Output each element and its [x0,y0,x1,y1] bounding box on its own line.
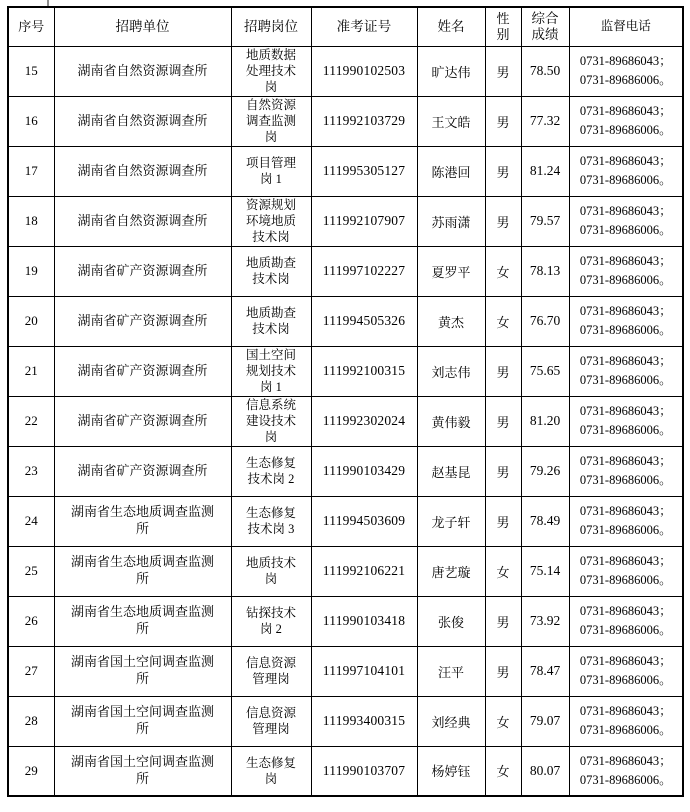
cell-score: 78.47 [521,646,569,696]
post-text: 地质技术岗 [245,555,296,586]
table-row [8,546,683,596]
cell-post [231,296,311,346]
cell-phone [569,346,683,396]
cell-post [231,396,311,446]
phone-line: 0731-89686006。 [579,573,672,587]
table-row [8,396,683,446]
cell-name: 唐艺璇 [417,546,485,596]
cell-score: 79.57 [521,196,569,246]
cell-unit [54,496,231,546]
header-no-text: 序号 [18,18,45,34]
cell-phone [569,596,683,646]
cell-no: 26 [8,596,54,646]
phone-line: 0731-89686006。 [579,123,672,137]
cell-unit [54,146,231,196]
cell-name: 汪平 [417,646,485,696]
cell-phone [569,646,683,696]
post-text: 生态修复技术岗 3 [245,505,296,536]
cell-score: 79.07 [521,696,569,746]
cell-name: 杨婷钰 [417,746,485,796]
cell-ticket: 111990103418 [311,596,417,646]
post-text: 国土空间规划技术岗 1 [245,347,296,395]
cell-unit [54,96,231,146]
cell-unit [54,746,231,796]
cell-score: 78.50 [521,46,569,96]
cell-no: 29 [8,746,54,796]
phone-line: 0731-89686043； [579,354,672,369]
header-no [8,7,54,46]
post-text: 信息系统建设技术岗 [245,397,296,445]
cell-name: 刘志伟 [417,346,485,396]
cell-score: 75.14 [521,546,569,596]
cell-gender: 男 [485,96,521,146]
cell-gender: 女 [485,546,521,596]
phone-line: 0731-89686006。 [579,523,672,537]
cell-no: 17 [8,146,54,196]
cell-ticket: 111990103429 [311,446,417,496]
cell-name: 黄伟毅 [417,396,485,446]
phone-line: 0731-89686043； [579,254,672,269]
cell-phone [569,696,683,746]
phone-line: 0731-89686006。 [579,723,672,737]
unit-text: 湖南省自然资源调查所 [77,62,208,78]
table-row [8,746,683,796]
phone-line: 0731-89686006。 [579,473,672,487]
header-phone [569,7,683,46]
cell-unit [54,246,231,296]
cell-ticket: 111995305127 [311,146,417,196]
cell-no: 20 [8,296,54,346]
table-row [8,196,683,246]
header-unit [54,7,231,46]
cell-name: 夏罗平 [417,246,485,296]
table-row [8,596,683,646]
phone-line: 0731-89686043； [579,604,672,619]
unit-text: 湖南省矿产资源调查所 [77,462,208,478]
cell-ticket: 111997102227 [311,246,417,296]
cell-no: 25 [8,546,54,596]
cell-unit [54,446,231,496]
post-text: 地质勘查技术岗 [245,305,296,336]
cell-ticket: 111992106221 [311,546,417,596]
cell-ticket: 111997104101 [311,646,417,696]
post-text: 生态修复技术岗 2 [245,455,296,486]
cell-gender: 男 [485,396,521,446]
cell-gender: 男 [485,146,521,196]
post-text: 钻探技术岗 2 [245,605,296,636]
phone-line: 0731-89686043； [579,204,672,219]
cell-post [231,696,311,746]
header-ticket [311,7,417,46]
cell-unit [54,396,231,446]
cell-no: 23 [8,446,54,496]
cell-post [231,446,311,496]
unit-text: 湖南省矿产资源调查所 [77,412,208,428]
cell-phone [569,146,683,196]
cell-name: 赵基昆 [417,446,485,496]
cell-gender: 女 [485,296,521,346]
cell-no: 24 [8,496,54,546]
cell-score: 80.07 [521,746,569,796]
header-gender-text: 别 [496,26,510,42]
cell-phone [569,296,683,346]
cell-score: 77.32 [521,96,569,146]
unit-text: 湖南省矿产资源调查所 [77,262,208,278]
cell-gender: 男 [485,496,521,546]
post-text: 生态修复岗 [245,755,296,786]
cell-post [231,596,311,646]
cell-ticket: 111994503609 [311,496,417,546]
phone-line: 0731-89686006。 [579,373,672,387]
cell-no: 28 [8,696,54,746]
cell-name: 张俊 [417,596,485,646]
cell-unit [54,346,231,396]
cell-name: 苏雨潇 [417,196,485,246]
cell-post [231,96,311,146]
cell-ticket: 111994505326 [311,296,417,346]
table-row [8,446,683,496]
unit-text: 湖南省矿产资源调查所 [77,312,208,328]
phone-line: 0731-89686043； [579,454,672,469]
cell-gender: 男 [485,196,521,246]
cell-phone [569,496,683,546]
cell-phone [569,746,683,796]
header-ticket-text: 准考证号 [336,18,392,34]
cell-unit [54,46,231,96]
header-row [8,7,683,46]
cell-gender: 男 [485,446,521,496]
phone-line: 0731-89686006。 [579,173,672,187]
header-gender-text: 性 [496,11,510,27]
unit-text: 湖南省生态地质调查监测所 [70,554,214,586]
cell-gender: 男 [485,596,521,646]
cell-score: 81.24 [521,146,569,196]
cell-post [231,346,311,396]
table-row [8,496,683,546]
unit-text: 湖南省矿产资源调查所 [77,362,208,378]
unit-text: 湖南省国土空间调查监测所 [70,704,214,736]
header-name [417,7,485,46]
cell-no: 27 [8,646,54,696]
cell-post [231,546,311,596]
cell-gender: 女 [485,696,521,746]
cell-unit [54,646,231,696]
cell-unit [54,546,231,596]
phone-line: 0731-89686043； [579,654,672,669]
cell-no: 15 [8,46,54,96]
post-text: 项目管理岗 1 [245,155,296,186]
unit-text: 湖南省生态地质调查监测所 [70,504,214,536]
cell-ticket: 111992100315 [311,346,417,396]
cell-ticket: 111992302024 [311,396,417,446]
unit-text: 湖南省国土空间调查监测所 [70,654,214,686]
post-text: 自然资源调查监测岗 [245,97,296,145]
cell-no: 18 [8,196,54,246]
cell-gender: 女 [485,746,521,796]
table-row [8,346,683,396]
phone-line: 0731-89686043； [579,104,672,119]
header-score-text: 综合 [531,10,559,26]
header-phone-text: 监督电话 [600,19,651,34]
cell-name: 龙子轩 [417,496,485,546]
cell-score: 76.70 [521,296,569,346]
cell-post [231,746,311,796]
cell-unit [54,196,231,246]
cell-unit [54,696,231,746]
cell-phone [569,396,683,446]
cell-no: 16 [8,96,54,146]
phone-line: 0731-89686006。 [579,223,672,237]
phone-line: 0731-89686006。 [579,323,672,337]
phone-line: 0731-89686006。 [579,673,672,687]
phone-line: 0731-89686006。 [579,772,672,787]
post-text: 地质勘查技术岗 [245,255,296,286]
phone-line: 0731-89686043； [579,754,672,768]
cell-post [231,196,311,246]
cell-phone [569,246,683,296]
phone-line: 0731-89686043； [579,554,672,569]
unit-text: 湖南省自然资源调查所 [77,212,208,228]
table-body [8,46,683,796]
cell-score: 75.65 [521,346,569,396]
phone-line: 0731-89686006。 [579,273,672,287]
table-row [8,696,683,746]
table-row [8,146,683,196]
cell-post [231,46,311,96]
cell-unit [54,596,231,646]
table-row [8,246,683,296]
cell-score: 81.20 [521,396,569,446]
post-text: 资源规划环境地质技术岗 [245,197,296,245]
unit-text: 湖南省自然资源调查所 [77,162,208,178]
cell-ticket: 111993400315 [311,696,417,746]
cell-name: 刘经典 [417,696,485,746]
phone-line: 0731-89686043； [579,54,672,69]
header-score-text: 成绩 [531,26,559,42]
cell-gender: 男 [485,646,521,696]
phone-line: 0731-89686006。 [579,623,672,637]
cell-gender: 男 [485,46,521,96]
recruitment-results-table [7,6,684,797]
phone-line: 0731-89686043； [579,504,672,519]
cell-ticket: 111992103729 [311,96,417,146]
table-row [8,46,683,96]
cell-name: 黄杰 [417,296,485,346]
header-unit-text: 招聘单位 [115,18,170,34]
header-post [231,7,311,46]
cell-ticket: 111990102503 [311,46,417,96]
cell-name: 陈港回 [417,146,485,196]
cell-score: 78.13 [521,246,569,296]
cell-name: 王文皓 [417,96,485,146]
phone-line: 0731-89686043； [579,304,672,319]
cell-gender: 男 [485,346,521,396]
cell-unit [54,296,231,346]
cell-name: 旷达伟 [417,46,485,96]
unit-text: 湖南省自然资源调查所 [77,112,208,128]
phone-line: 0731-89686043； [579,404,672,419]
cell-score: 73.92 [521,596,569,646]
cell-phone [569,46,683,96]
cell-ticket: 111992107907 [311,196,417,246]
unit-text: 湖南省国土空间调查监测所 [70,753,214,786]
cell-score: 78.49 [521,496,569,546]
header-post-text: 招聘岗位 [244,18,298,34]
cell-no: 22 [8,396,54,446]
table-row [8,96,683,146]
header-gender [485,7,521,46]
cell-no: 21 [8,346,54,396]
cell-post [231,496,311,546]
phone-line: 0731-89686006。 [579,73,672,87]
cell-post [231,646,311,696]
unit-text: 湖南省生态地质调查监测所 [70,604,214,636]
cell-phone [569,196,683,246]
cell-phone [569,446,683,496]
cell-score: 79.26 [521,446,569,496]
cell-phone [569,546,683,596]
table-row [8,296,683,346]
post-text: 信息资源管理岗 [245,655,296,686]
post-text: 信息资源管理岗 [245,705,296,736]
phone-line: 0731-89686043； [579,704,672,719]
header-score [521,7,569,46]
phone-line: 0731-89686043； [579,154,672,169]
post-text: 地质数据处理技术岗 [245,47,296,95]
cell-no: 19 [8,246,54,296]
cell-gender: 女 [485,246,521,296]
header-name-text: 姓名 [437,18,465,34]
cell-post [231,246,311,296]
cell-post [231,146,311,196]
table-row [8,646,683,696]
phone-line: 0731-89686006。 [579,423,672,437]
cell-phone [569,96,683,146]
cell-ticket: 111990103707 [311,746,417,796]
